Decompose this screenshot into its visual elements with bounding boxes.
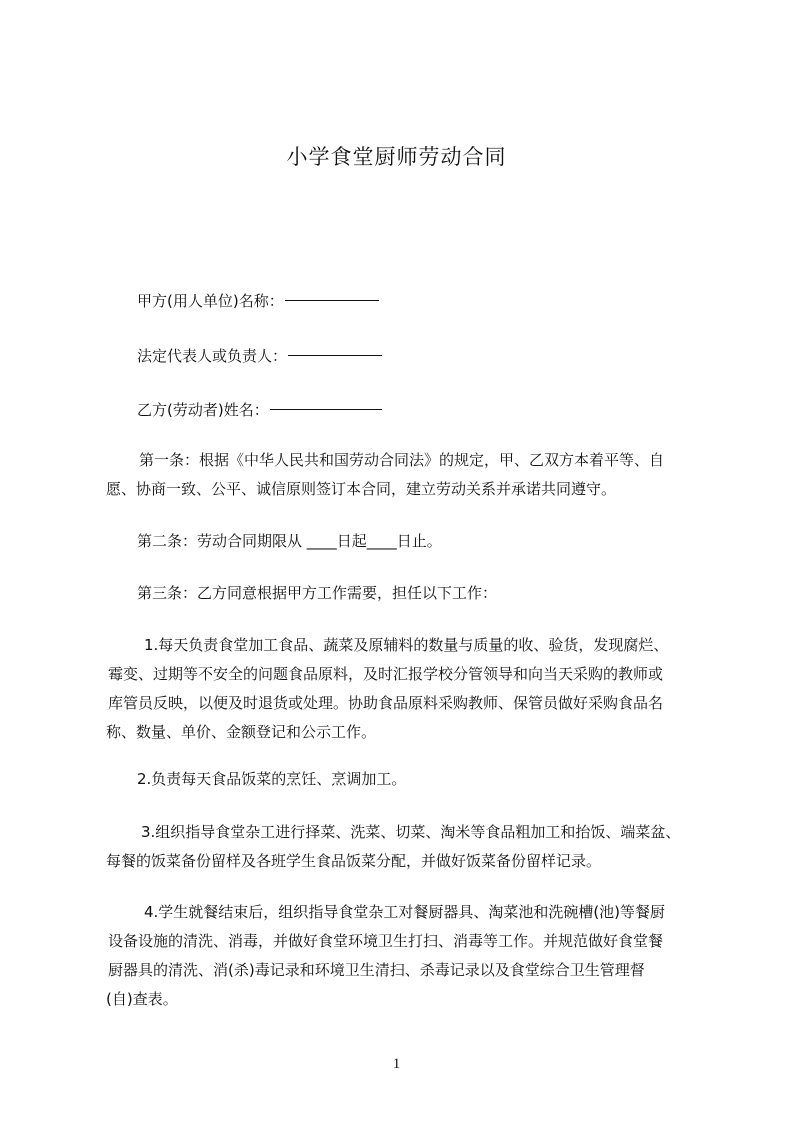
article-3: 第三条：乙方同意根据甲方工作需要，担任以下工作： [137,584,498,602]
article-1-line: 第一条：根据《中华人民共和国劳动合同法》的规定，甲、乙双方本着平等、自 [139,451,665,469]
item-2: 2.负责每天食品饭菜的烹饪、烹调加工。 [137,770,407,788]
page-number: 1 [392,1056,401,1072]
party-a-field [137,290,379,311]
item-3-line: 每餐的饭菜备份留样及各班学生食品饭菜分配，并做好饭菜备份留样记录。 [106,852,602,870]
item-4 [0,898,665,1014]
party-b-blank [270,409,382,410]
document-title: 小学食堂厨师劳动合同 [286,145,507,169]
party-b-label: 乙方(劳动者)姓名： [137,401,269,419]
legal-rep-blank [288,355,382,356]
item-1-line: 霉变、过期等不安全的问题食品原料，及时汇报学校分管领导和向当天采购的教师或 [108,665,664,683]
legal-rep-field [137,345,382,366]
party-a-label: 甲方(用人单位)名称： [137,292,284,310]
article-2: 第二条：劳动合同期限从 ____日起____日止。 [137,532,442,550]
item-3-line: 3.组织指导食堂杂工进行择菜、洗菜、切菜、淘米等食品粗加工和抬饭、端菜盆、 [141,823,681,841]
article-1-line: 愿、协商一致、公平、诚信原则签订本合同，建立劳动关系并承诺共同遵守。 [106,480,617,498]
item-3 [0,818,680,876]
party-a-blank [285,300,379,301]
item-4-line: 厨器具的清洗、消(杀)毒记录和环境卫生清扫、杀毒记录以及食堂综合卫生管理督 [108,961,645,979]
item-4-line: (自)查表。 [106,990,178,1008]
item-4-line: 4.学生就餐结束后，组织指导食堂杂工对餐厨器具、淘菜池和洗碗槽(池)等餐厨 [144,903,666,921]
article-1 [0,446,664,504]
legal-rep-label: 法定代表人或负责人： [137,347,288,365]
party-b-field [137,399,382,420]
item-1-line: 称、数量、单价、金额登记和公示工作。 [106,723,377,741]
item-4-line: 设备设施的清洗、消毒，并做好食堂环境卫生打扫、消毒等工作。并规范做好食堂餐 [108,932,664,950]
item-1-line: 库管员反映，以便及时退货或处理。协助食品原料采购教师、保管员做好采购食品名 [108,694,664,712]
item-1-line: 1.每天负责食堂加工食品、蔬菜及原辅料的数量与质量的收、验货，发现腐烂、 [144,636,669,654]
item-1 [0,631,668,747]
